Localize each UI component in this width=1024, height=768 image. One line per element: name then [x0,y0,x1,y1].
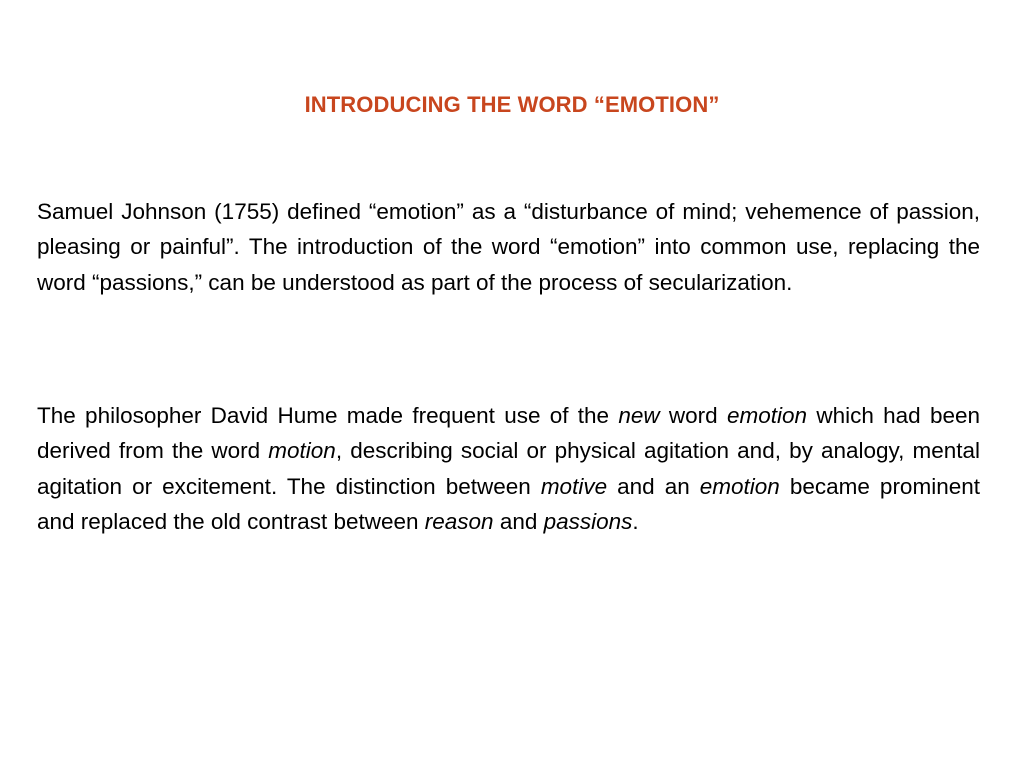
paragraph-hume [37,398,980,540]
text-segment: which had been derived from the word [37,403,980,464]
italic-reason: reason [424,509,494,535]
italic-motion: motion [268,438,336,464]
italic-emotion: emotion [699,473,780,499]
italic-new: new [618,403,660,428]
text-segment: and an [607,473,700,499]
text-segment: , describing social or physical agitation and, by analogy, mental agitation or excitement. The distinction between [37,438,980,499]
text-segment: became prominent and replaced the old contrast between [37,473,980,535]
text-segment: and [493,509,544,535]
text-segment: . [632,509,639,535]
slide-title: INTRODUCING THE WORD “EMOTION” [304,92,720,117]
italic-passions: passions [543,509,633,535]
text-segment: word [659,403,727,428]
italic-motive: motive [540,473,608,499]
text-segment: The philosopher David Hume made frequent use of the [37,403,619,428]
paragraph-johnson: Samuel Johnson (1755) defined “emotion” as a “disturbance of mind; vehemence of passion, pleasing or painful”. The introduction of the word “emotion” into common use, replacing the word “passions,” can be understood as part of the process of secularization. [37,199,980,295]
italic-emotion: emotion [726,403,808,428]
